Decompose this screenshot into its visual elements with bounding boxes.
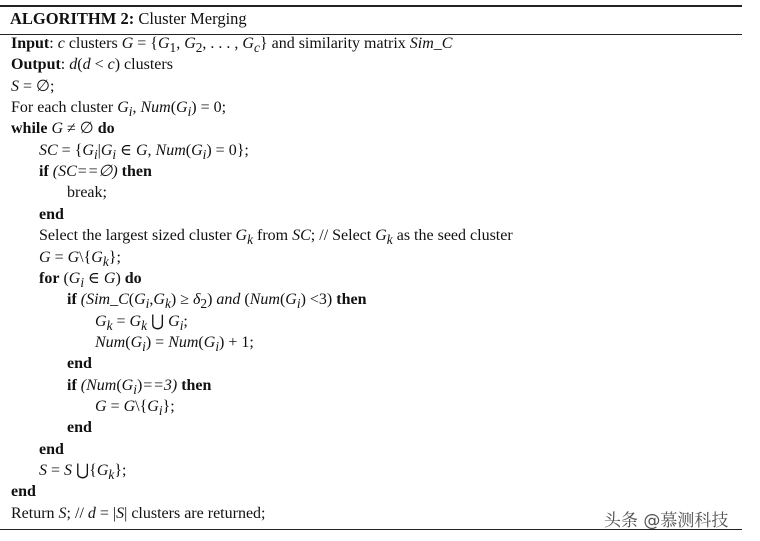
algorithm-line: if (SC==∅) then [39,163,152,181]
algorithm-line: end [39,205,64,223]
algorithm-line: $Num(G_i) = Num(G_i) + 1$; [95,333,254,355]
algorithm-line: end [67,355,92,373]
algorithm-line: $G_k = G_k$ ⋃ $G_i$; [95,312,188,333]
algorithm-name: Cluster Merging [138,9,247,28]
algorithm-label: ALGORITHM 2: [10,9,135,28]
algorithm-line: while G ≠ ∅ do [11,120,115,138]
algorithm-line: $G = G\backslash\{G_i\}$; [95,397,175,419]
algorithm-line: $G = G\backslash\{G_k\}$; [39,248,121,269]
algorithm-line: S = ∅; [11,77,55,95]
algorithm-title [10,9,247,29]
algorithm-line: end [11,483,36,501]
algorithm-line: for ($G_i$ ∈ G) do [39,269,142,291]
algorithm-line: S = S $⋃\{G_k\}$; [39,462,127,483]
watermark: 头条 @慕测科技 [604,511,729,531]
algorithm-line: Output: d(d < c) clusters [11,56,173,74]
algorithm-line: if $(Sim\_C(G_i,G_k) \ge \delta_2)$ and $(Num(G_i) <3)$ then [67,291,367,312]
algorithm-line: end [39,440,64,458]
algorithm-line: end [67,419,92,437]
top-rule [0,5,742,7]
algorithm-line: For each cluster $G_i$, $Num(G_i) = 0$; [11,99,227,120]
algorithm-line: Select the largest sized cluster $G_k$ from SC; // Select $G_k$ as the seed cluster [39,227,513,248]
algorithm-line: Return S; // d = |S| clusters are returned; [11,504,266,522]
algorithm-line: SC = {$G_i|G_i$ ∈ G, $Num(G_i) = 0$}; [39,141,249,162]
algorithm-line: Input: c clusters $G = \{G_1$, $G_2$, . . . , $G_c$} and similarity matrix Sim_C [11,35,453,56]
algorithm-line: if $(Num(G_i)==3)$ then [67,376,212,397]
algorithm-line: break; [67,184,107,202]
